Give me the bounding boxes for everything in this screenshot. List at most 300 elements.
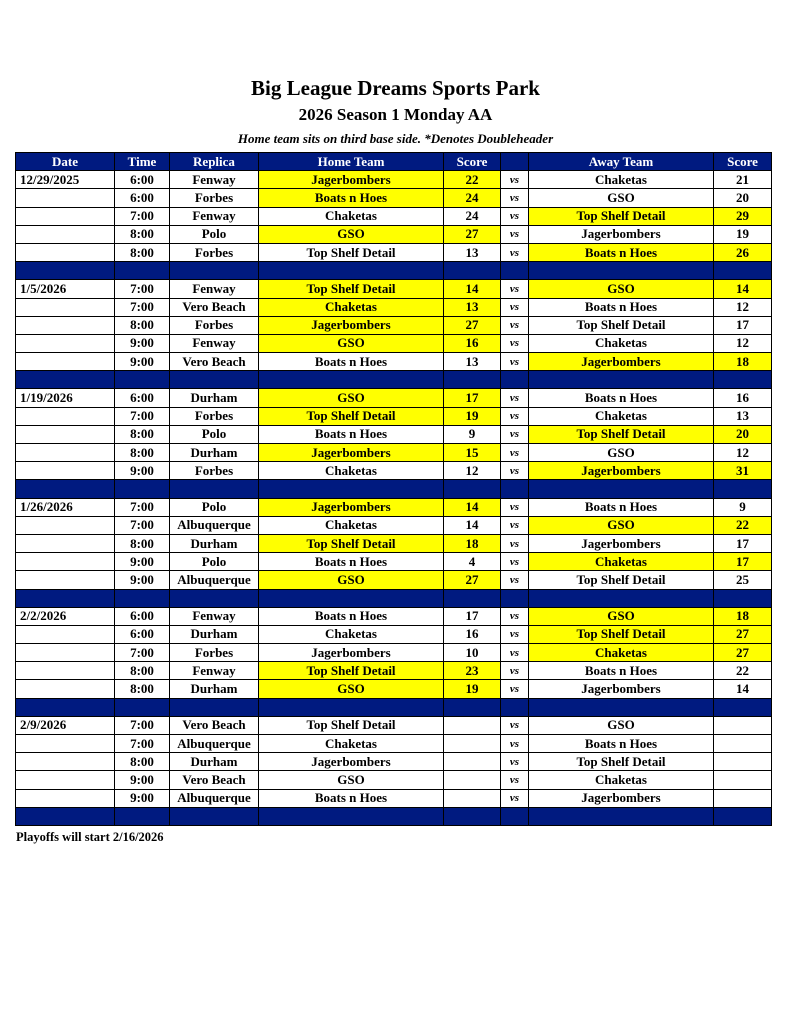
home-score: 17 [444, 389, 501, 407]
separator-cell [714, 589, 772, 607]
game-replica: Fenway [170, 207, 259, 225]
home-team: Top Shelf Detail [259, 716, 444, 734]
game-time: 9:00 [115, 353, 170, 371]
separator-cell [529, 371, 714, 389]
game-time: 6:00 [115, 625, 170, 643]
home-score: 14 [444, 498, 501, 516]
table-row [16, 189, 772, 207]
home-team: Jagerbombers [259, 316, 444, 334]
separator-cell [16, 262, 115, 280]
vs-label: vs [501, 225, 529, 243]
game-replica: Albuquerque [170, 789, 259, 807]
separator-cell [170, 807, 259, 825]
vs-label: vs [501, 407, 529, 425]
game-replica: Durham [170, 534, 259, 552]
game-time: 7:00 [115, 498, 170, 516]
game-date [16, 625, 115, 643]
separator-cell [115, 807, 170, 825]
home-score: 16 [444, 625, 501, 643]
game-replica: Forbes [170, 644, 259, 662]
away-team: Boats n Hoes [529, 389, 714, 407]
game-date [16, 789, 115, 807]
away-team: GSO [529, 716, 714, 734]
game-date [16, 753, 115, 771]
table-row [16, 334, 772, 352]
home-team: GSO [259, 771, 444, 789]
vs-label: vs [501, 625, 529, 643]
separator-cell [444, 807, 501, 825]
table-row [16, 280, 772, 298]
away-score: 25 [714, 571, 772, 589]
separator-cell [16, 807, 115, 825]
vs-label: vs [501, 298, 529, 316]
game-date [16, 735, 115, 753]
vs-label: vs [501, 498, 529, 516]
game-replica: Forbes [170, 189, 259, 207]
away-score: 16 [714, 389, 772, 407]
home-team: Top Shelf Detail [259, 407, 444, 425]
away-team: GSO [529, 280, 714, 298]
separator-cell [16, 371, 115, 389]
home-score-column-header: Score [444, 153, 501, 171]
away-score-column-header: Score [714, 153, 772, 171]
game-time: 6:00 [115, 607, 170, 625]
separator-cell [444, 262, 501, 280]
away-team: Jagerbombers [529, 534, 714, 552]
game-date [16, 316, 115, 334]
table-row [16, 444, 772, 462]
game-date [16, 571, 115, 589]
table-row [16, 225, 772, 243]
game-time: 9:00 [115, 462, 170, 480]
table-row [16, 571, 772, 589]
game-time: 9:00 [115, 771, 170, 789]
home-score: 12 [444, 462, 501, 480]
home-score: 15 [444, 444, 501, 462]
schedule-body [16, 171, 772, 826]
away-team: Jagerbombers [529, 225, 714, 243]
game-replica: Polo [170, 425, 259, 443]
game-time: 7:00 [115, 280, 170, 298]
game-replica: Durham [170, 444, 259, 462]
week-separator [16, 480, 772, 498]
game-time: 8:00 [115, 753, 170, 771]
vs-label: vs [501, 753, 529, 771]
home-score: 9 [444, 425, 501, 443]
vs-label: vs [501, 243, 529, 261]
separator-cell [444, 480, 501, 498]
away-score [714, 753, 772, 771]
table-row [16, 680, 772, 698]
game-date [16, 225, 115, 243]
home-score [444, 789, 501, 807]
away-score: 22 [714, 662, 772, 680]
away-team: Boats n Hoes [529, 298, 714, 316]
separator-cell [501, 371, 529, 389]
game-date: 2/2/2026 [16, 607, 115, 625]
away-score: 12 [714, 334, 772, 352]
away-team: Jagerbombers [529, 462, 714, 480]
game-date [16, 462, 115, 480]
home-team: GSO [259, 389, 444, 407]
game-time: 8:00 [115, 444, 170, 462]
home-score: 18 [444, 534, 501, 552]
home-team: Boats n Hoes [259, 189, 444, 207]
table-row [16, 389, 772, 407]
season-subtitle: 2026 Season 1 Monday AA [298, 105, 493, 124]
table-row [16, 789, 772, 807]
separator-cell [170, 371, 259, 389]
vs-label: vs [501, 425, 529, 443]
separator-cell [714, 807, 772, 825]
away-score: 14 [714, 280, 772, 298]
separator-cell [259, 480, 444, 498]
away-team: Top Shelf Detail [529, 207, 714, 225]
home-team: Jagerbombers [259, 753, 444, 771]
home-team: Boats n Hoes [259, 789, 444, 807]
vs-label: vs [501, 680, 529, 698]
game-replica: Forbes [170, 316, 259, 334]
separator-cell [501, 480, 529, 498]
game-time: 7:00 [115, 298, 170, 316]
home-team: GSO [259, 571, 444, 589]
vs-label: vs [501, 316, 529, 334]
game-date [16, 771, 115, 789]
away-team: Boats n Hoes [529, 735, 714, 753]
separator-cell [444, 698, 501, 716]
game-replica: Polo [170, 553, 259, 571]
separator-cell [259, 807, 444, 825]
home-team: Jagerbombers [259, 644, 444, 662]
home-score: 13 [444, 243, 501, 261]
game-date [16, 353, 115, 371]
table-row [16, 316, 772, 334]
game-replica: Vero Beach [170, 716, 259, 734]
game-time: 6:00 [115, 189, 170, 207]
away-score: 13 [714, 407, 772, 425]
home-score: 13 [444, 353, 501, 371]
separator-cell [115, 698, 170, 716]
table-row [16, 607, 772, 625]
vs-column-header [501, 153, 529, 171]
home-score [444, 735, 501, 753]
game-time: 9:00 [115, 789, 170, 807]
away-score: 12 [714, 298, 772, 316]
separator-cell [501, 589, 529, 607]
away-score: 17 [714, 553, 772, 571]
home-score: 27 [444, 571, 501, 589]
schedule-table [15, 152, 772, 826]
game-replica: Albuquerque [170, 571, 259, 589]
table-row [16, 353, 772, 371]
game-replica: Albuquerque [170, 516, 259, 534]
home-team-column-header: Home Team [259, 153, 444, 171]
separator-cell [16, 589, 115, 607]
away-score: 18 [714, 353, 772, 371]
vs-label: vs [501, 171, 529, 189]
home-team: GSO [259, 225, 444, 243]
home-team: Chaketas [259, 207, 444, 225]
away-score: 18 [714, 607, 772, 625]
game-date [16, 207, 115, 225]
separator-cell [170, 698, 259, 716]
game-replica: Fenway [170, 607, 259, 625]
game-replica: Fenway [170, 334, 259, 352]
separator-cell [170, 480, 259, 498]
away-score: 29 [714, 207, 772, 225]
table-row [16, 407, 772, 425]
home-score: 14 [444, 280, 501, 298]
game-date [16, 243, 115, 261]
game-date: 1/19/2026 [16, 389, 115, 407]
home-team: Boats n Hoes [259, 425, 444, 443]
vs-label: vs [501, 353, 529, 371]
separator-cell [714, 698, 772, 716]
home-team: Jagerbombers [259, 171, 444, 189]
game-date [16, 425, 115, 443]
game-date: 2/9/2026 [16, 716, 115, 734]
home-score: 19 [444, 680, 501, 698]
away-score: 31 [714, 462, 772, 480]
time-column-header: Time [115, 153, 170, 171]
game-replica: Polo [170, 498, 259, 516]
game-time: 7:00 [115, 407, 170, 425]
game-replica: Fenway [170, 171, 259, 189]
separator-cell [529, 480, 714, 498]
home-score: 13 [444, 298, 501, 316]
separator-cell [259, 262, 444, 280]
separator-cell [170, 589, 259, 607]
home-team: Top Shelf Detail [259, 280, 444, 298]
game-date [16, 334, 115, 352]
away-team: Jagerbombers [529, 680, 714, 698]
vs-label: vs [501, 534, 529, 552]
separator-cell [259, 698, 444, 716]
game-replica: Durham [170, 680, 259, 698]
home-team: Chaketas [259, 516, 444, 534]
away-team: Top Shelf Detail [529, 753, 714, 771]
table-row [16, 516, 772, 534]
home-team: Chaketas [259, 625, 444, 643]
game-time: 7:00 [115, 716, 170, 734]
game-date: 12/29/2025 [16, 171, 115, 189]
away-score: 20 [714, 425, 772, 443]
home-team: Boats n Hoes [259, 353, 444, 371]
separator-cell [501, 698, 529, 716]
game-date [16, 680, 115, 698]
game-replica: Vero Beach [170, 771, 259, 789]
vs-label: vs [501, 716, 529, 734]
game-date [16, 189, 115, 207]
vs-label: vs [501, 553, 529, 571]
away-score: 21 [714, 171, 772, 189]
vs-label: vs [501, 789, 529, 807]
away-team: Boats n Hoes [529, 498, 714, 516]
game-replica: Forbes [170, 462, 259, 480]
home-score: 19 [444, 407, 501, 425]
game-date: 1/26/2026 [16, 498, 115, 516]
game-replica: Vero Beach [170, 298, 259, 316]
away-team-column-header: Away Team [529, 153, 714, 171]
game-time: 8:00 [115, 316, 170, 334]
separator-cell [259, 589, 444, 607]
home-score: 27 [444, 225, 501, 243]
home-score: 17 [444, 607, 501, 625]
game-replica: Albuquerque [170, 735, 259, 753]
vs-label: vs [501, 644, 529, 662]
game-date [16, 444, 115, 462]
away-team: Boats n Hoes [529, 662, 714, 680]
home-team: Jagerbombers [259, 444, 444, 462]
separator-cell [714, 262, 772, 280]
away-team: Jagerbombers [529, 353, 714, 371]
home-score: 14 [444, 516, 501, 534]
away-score: 12 [714, 444, 772, 462]
vs-label: vs [501, 280, 529, 298]
table-row [16, 425, 772, 443]
away-score: 22 [714, 516, 772, 534]
separator-cell [444, 589, 501, 607]
game-replica: Forbes [170, 243, 259, 261]
game-time: 9:00 [115, 571, 170, 589]
home-team: Jagerbombers [259, 498, 444, 516]
home-team: Chaketas [259, 298, 444, 316]
table-row [16, 771, 772, 789]
away-team: Top Shelf Detail [529, 625, 714, 643]
table-row [16, 644, 772, 662]
vs-label: vs [501, 189, 529, 207]
home-score: 24 [444, 207, 501, 225]
schedule-note: Home team sits on third base side. *Denotes Doubleheader [237, 131, 554, 146]
table-row [16, 171, 772, 189]
game-time: 9:00 [115, 334, 170, 352]
table-row [16, 462, 772, 480]
away-score [714, 789, 772, 807]
table-row [16, 662, 772, 680]
separator-cell [115, 589, 170, 607]
home-team: GSO [259, 334, 444, 352]
separator-cell [444, 371, 501, 389]
home-score: 10 [444, 644, 501, 662]
away-score [714, 716, 772, 734]
page-title: Big League Dreams Sports Park [251, 76, 540, 100]
home-score: 16 [444, 334, 501, 352]
game-time: 8:00 [115, 680, 170, 698]
game-time: 6:00 [115, 389, 170, 407]
game-date [16, 407, 115, 425]
header-row [16, 153, 772, 171]
game-time: 9:00 [115, 553, 170, 571]
game-date [16, 553, 115, 571]
away-score: 14 [714, 680, 772, 698]
away-team: GSO [529, 607, 714, 625]
separator-cell [501, 807, 529, 825]
game-time: 7:00 [115, 207, 170, 225]
away-score [714, 735, 772, 753]
playoffs-note: Playoffs will start 2/16/2026 [16, 830, 164, 844]
game-replica: Vero Beach [170, 353, 259, 371]
away-team: Top Shelf Detail [529, 571, 714, 589]
vs-label: vs [501, 462, 529, 480]
away-team: Chaketas [529, 644, 714, 662]
table-row [16, 553, 772, 571]
week-separator [16, 262, 772, 280]
separator-cell [170, 262, 259, 280]
table-row [16, 735, 772, 753]
week-separator [16, 807, 772, 825]
vs-label: vs [501, 389, 529, 407]
away-score: 20 [714, 189, 772, 207]
vs-label: vs [501, 207, 529, 225]
separator-cell [16, 480, 115, 498]
away-team: Top Shelf Detail [529, 316, 714, 334]
table-row [16, 753, 772, 771]
away-score [714, 771, 772, 789]
home-team: Boats n Hoes [259, 607, 444, 625]
table-row [16, 298, 772, 316]
game-time: 8:00 [115, 662, 170, 680]
week-separator [16, 371, 772, 389]
away-team: Jagerbombers [529, 789, 714, 807]
away-team: Boats n Hoes [529, 243, 714, 261]
away-score: 9 [714, 498, 772, 516]
game-replica: Polo [170, 225, 259, 243]
away-score: 17 [714, 316, 772, 334]
game-replica: Forbes [170, 407, 259, 425]
game-time: 8:00 [115, 243, 170, 261]
game-time: 8:00 [115, 534, 170, 552]
separator-cell [714, 480, 772, 498]
game-date [16, 662, 115, 680]
game-replica: Durham [170, 389, 259, 407]
separator-cell [115, 262, 170, 280]
away-score: 19 [714, 225, 772, 243]
home-score: 4 [444, 553, 501, 571]
vs-label: vs [501, 771, 529, 789]
away-team: GSO [529, 189, 714, 207]
away-team: Chaketas [529, 407, 714, 425]
separator-cell [259, 371, 444, 389]
home-team: Chaketas [259, 462, 444, 480]
home-team: Chaketas [259, 735, 444, 753]
game-replica: Durham [170, 625, 259, 643]
table-row [16, 498, 772, 516]
separator-cell [115, 480, 170, 498]
vs-label: vs [501, 334, 529, 352]
table-row [16, 625, 772, 643]
vs-label: vs [501, 607, 529, 625]
away-score: 27 [714, 644, 772, 662]
home-score [444, 771, 501, 789]
home-team: Boats n Hoes [259, 553, 444, 571]
away-team: GSO [529, 516, 714, 534]
week-separator [16, 589, 772, 607]
game-time: 8:00 [115, 225, 170, 243]
date-column-header: Date [16, 153, 115, 171]
vs-label: vs [501, 516, 529, 534]
home-score: 24 [444, 189, 501, 207]
home-team: Top Shelf Detail [259, 243, 444, 261]
away-team: GSO [529, 444, 714, 462]
game-time: 7:00 [115, 735, 170, 753]
week-separator [16, 698, 772, 716]
away-team: Chaketas [529, 171, 714, 189]
separator-cell [714, 371, 772, 389]
away-team: Top Shelf Detail [529, 425, 714, 443]
home-score [444, 753, 501, 771]
away-score: 17 [714, 534, 772, 552]
game-replica: Durham [170, 753, 259, 771]
